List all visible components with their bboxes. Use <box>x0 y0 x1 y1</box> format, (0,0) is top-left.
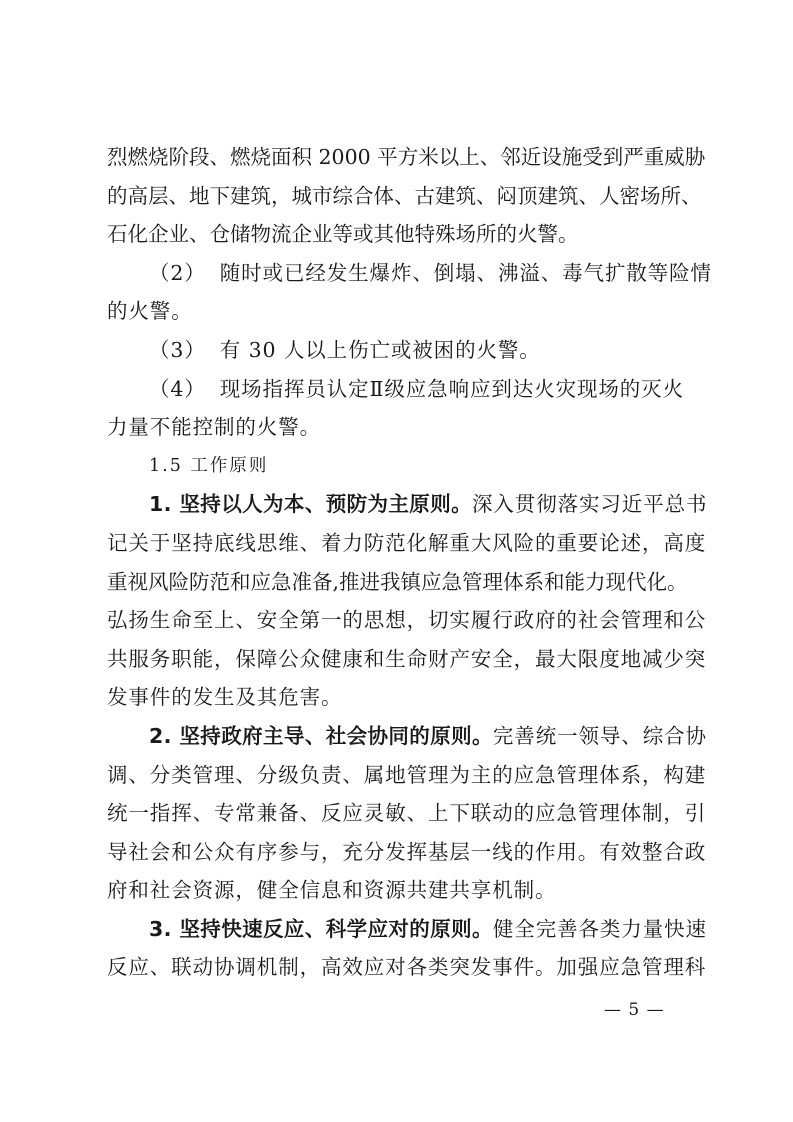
principle-title: 1. 坚持以人为本、预防为主原则。 <box>149 492 472 517</box>
principle-title: 2. 坚持政府主导、社会协同的原则。 <box>149 723 493 748</box>
text-line: 导社会和公众有序参与，充分发挥基层一线的作用。有效整合政 <box>107 839 707 864</box>
list-item-text: 现场指挥员认定Ⅱ级应急响应到达火灾现场的灭火 <box>219 376 684 401</box>
principle-text: 深入贯彻落实习近平总书 <box>472 492 708 517</box>
text-line: 弘扬生命至上、安全第一的思想，切实履行政府的社会管理和公 <box>107 608 707 633</box>
text-line: 力量不能控制的火警。 <box>107 415 321 440</box>
principle-2 <box>107 717 707 756</box>
text-line: 反应、联动协调机制，高效应对各类突发事件。加强应急管理科 <box>107 955 707 980</box>
list-item-3 <box>107 331 697 370</box>
principle-text: 健全完善各类力量快速 <box>492 916 707 941</box>
text-line: 烈燃烧阶段、燃烧面积 2000 平方米以上、邻近设施受到严重威胁 <box>107 145 706 169</box>
text-line: 的高层、地下建筑，城市综合体、古建筑、闷顶建筑、人密场所、 <box>107 183 702 208</box>
document-body <box>107 138 712 987</box>
list-item-number: （4） <box>149 376 206 401</box>
list-item-number: （2） <box>149 260 206 285</box>
principle-title: 3. 坚持快速反应、科学应对的原则。 <box>149 916 493 941</box>
text-line: 调、分类管理、分级负责、属地管理为主的应急管理体系，构建 <box>107 762 707 787</box>
page-number: — 5 — <box>604 1000 665 1020</box>
principle-text: 完善统一领导、综合协 <box>492 723 707 748</box>
list-item-text: 有 30 人以上伤亡或被困的火警。 <box>219 337 541 362</box>
text-line: 发事件的发生及其危害。 <box>107 685 343 710</box>
principle-1 <box>107 485 708 524</box>
list-item-text: 随时或已经发生爆炸、倒塌、沸溢、毒气扩散等险情 <box>219 260 712 285</box>
list-item-4 <box>107 370 697 409</box>
text-line: 石化企业、仓储物流企业等或其他特殊场所的火警。 <box>107 222 579 247</box>
text-line: 统一指挥、专常兼备、反应灵敏、上下联动的应急管理体制，引 <box>107 801 707 826</box>
text-line: 重视风险防范和应急准备,推进我镇应急管理体系和能力现代化。 <box>107 569 688 594</box>
section-heading: 1.5 工作原则 <box>149 455 269 476</box>
text-line: 共服务职能，保障公众健康和生命财产安全，最大限度地减少突 <box>107 646 707 671</box>
list-item-2 <box>107 254 712 293</box>
text-line: 记关于坚持底线思维、着力防范化解重大风险的重要论述，高度 <box>107 530 707 555</box>
principle-3 <box>107 910 707 949</box>
text-line: 的火警。 <box>107 299 193 324</box>
text-line: 府和社会资源，健全信息和资源共建共享机制。 <box>107 878 557 903</box>
list-item-number: （3） <box>149 337 206 362</box>
